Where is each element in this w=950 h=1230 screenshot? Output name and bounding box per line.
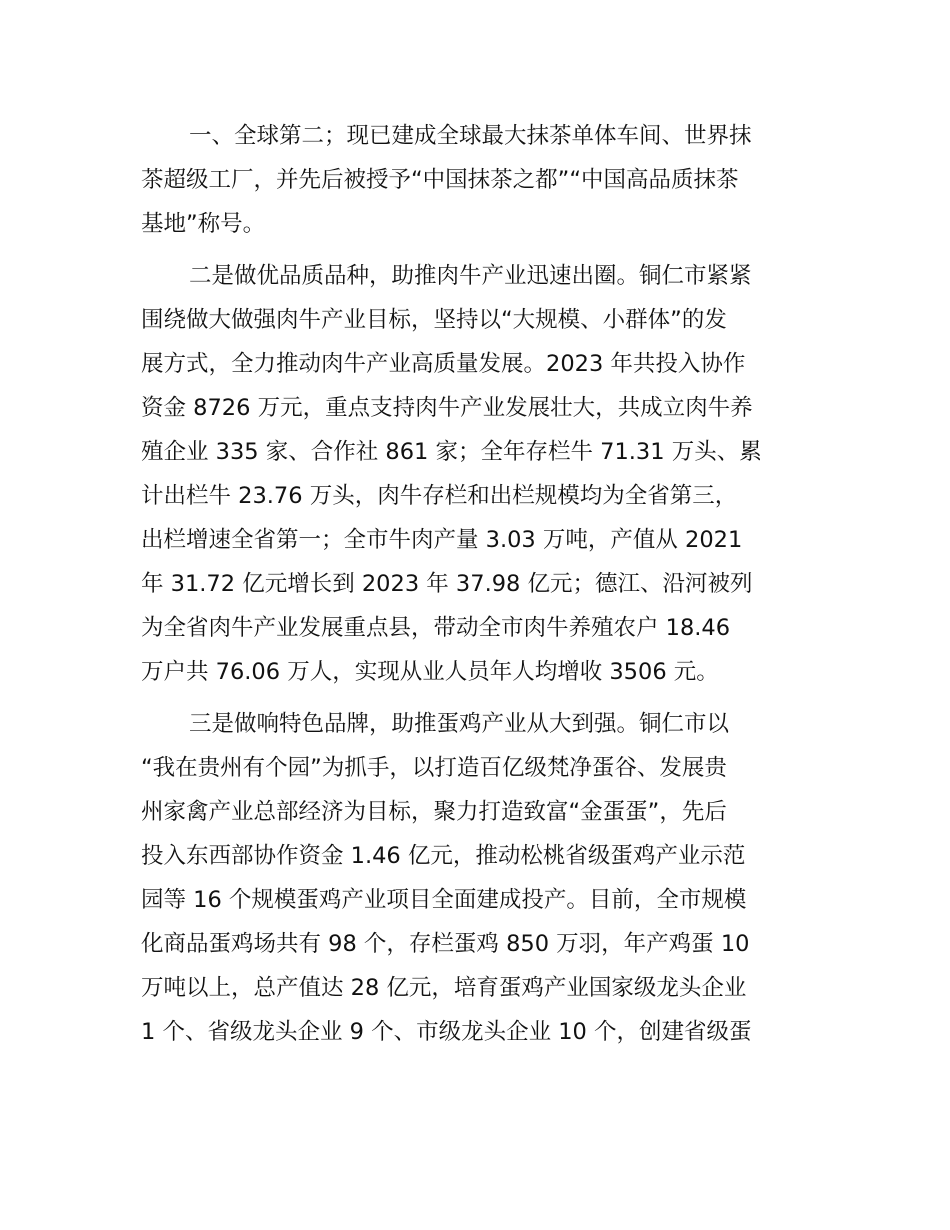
text-line: 万吨以上，总产值达 28 亿元，培育蛋鸡产业国家级龙头企业 [141, 975, 747, 1001]
text-line: 基地”称号。 [141, 211, 266, 237]
text-line: 园等 16 个规模蛋鸡产业项目全面建成投产。目前，全市规模 [141, 887, 747, 913]
text-line: 化商品蛋鸡场共有 98 个，存栏蛋鸡 850 万羽，年产鸡蛋 10 [141, 931, 750, 957]
text-line: 一、全球第二；现已建成全球最大抹茶单体车间、世界抹 [189, 123, 752, 149]
text-line: 殖企业 335 家、合作社 861 家；全年存栏牛 71.31 万头、累 [141, 439, 762, 465]
text-line: 1 个、省级龙头企业 9 个、市级龙头企业 10 个，创建省级蛋 [141, 1019, 752, 1045]
text-line: 计出栏牛 23.76 万头，肉牛存栏和出栏规模均为全省第三， [141, 483, 738, 509]
text-line: 展方式，全力推动肉牛产业高质量发展。2023 年共投入协作 [141, 351, 746, 377]
text-line: 年 31.72 亿元增长到 2023 年 37.98 亿元；德江、沿河被列 [141, 571, 753, 597]
text-line: 资金 8726 万元，重点支持肉牛产业发展壮大，共成立肉牛养 [141, 395, 753, 421]
text-line: 茶超级工厂，并先后被授予“中国抹茶之都”“中国高品质抹茶 [141, 167, 739, 193]
text-line: 二是做优品质品种，助推肉牛产业迅速出圈。铜仁市紧紧 [189, 263, 752, 289]
text-line: “我在贵州有个园”为抓手，以打造百亿级梵净蛋谷、发展贵 [141, 755, 727, 781]
text-line: 州家禽产业总部经济为目标，聚力打造致富“金蛋蛋”，先后 [141, 799, 727, 825]
text-line: 万户共 76.06 万人，实现从业人员年人均增收 3506 元。 [141, 659, 719, 685]
text-line: 为全省肉牛产业发展重点县，带动全市肉牛养殖农户 18.46 [141, 615, 731, 641]
text-line: 三是做响特色品牌，助推蛋鸡产业从大到强。铜仁市以 [189, 711, 730, 737]
text-line: 围绕做大做强肉牛产业目标，坚持以“大规模、小群体”的发 [141, 307, 727, 333]
text-line: 投入东西部协作资金 1.46 亿元，推动松桃省级蛋鸡产业示范 [141, 843, 746, 869]
text-line: 出栏增速全省第一；全市牛肉产量 3.03 万吨，产值从 2021 [141, 527, 743, 553]
